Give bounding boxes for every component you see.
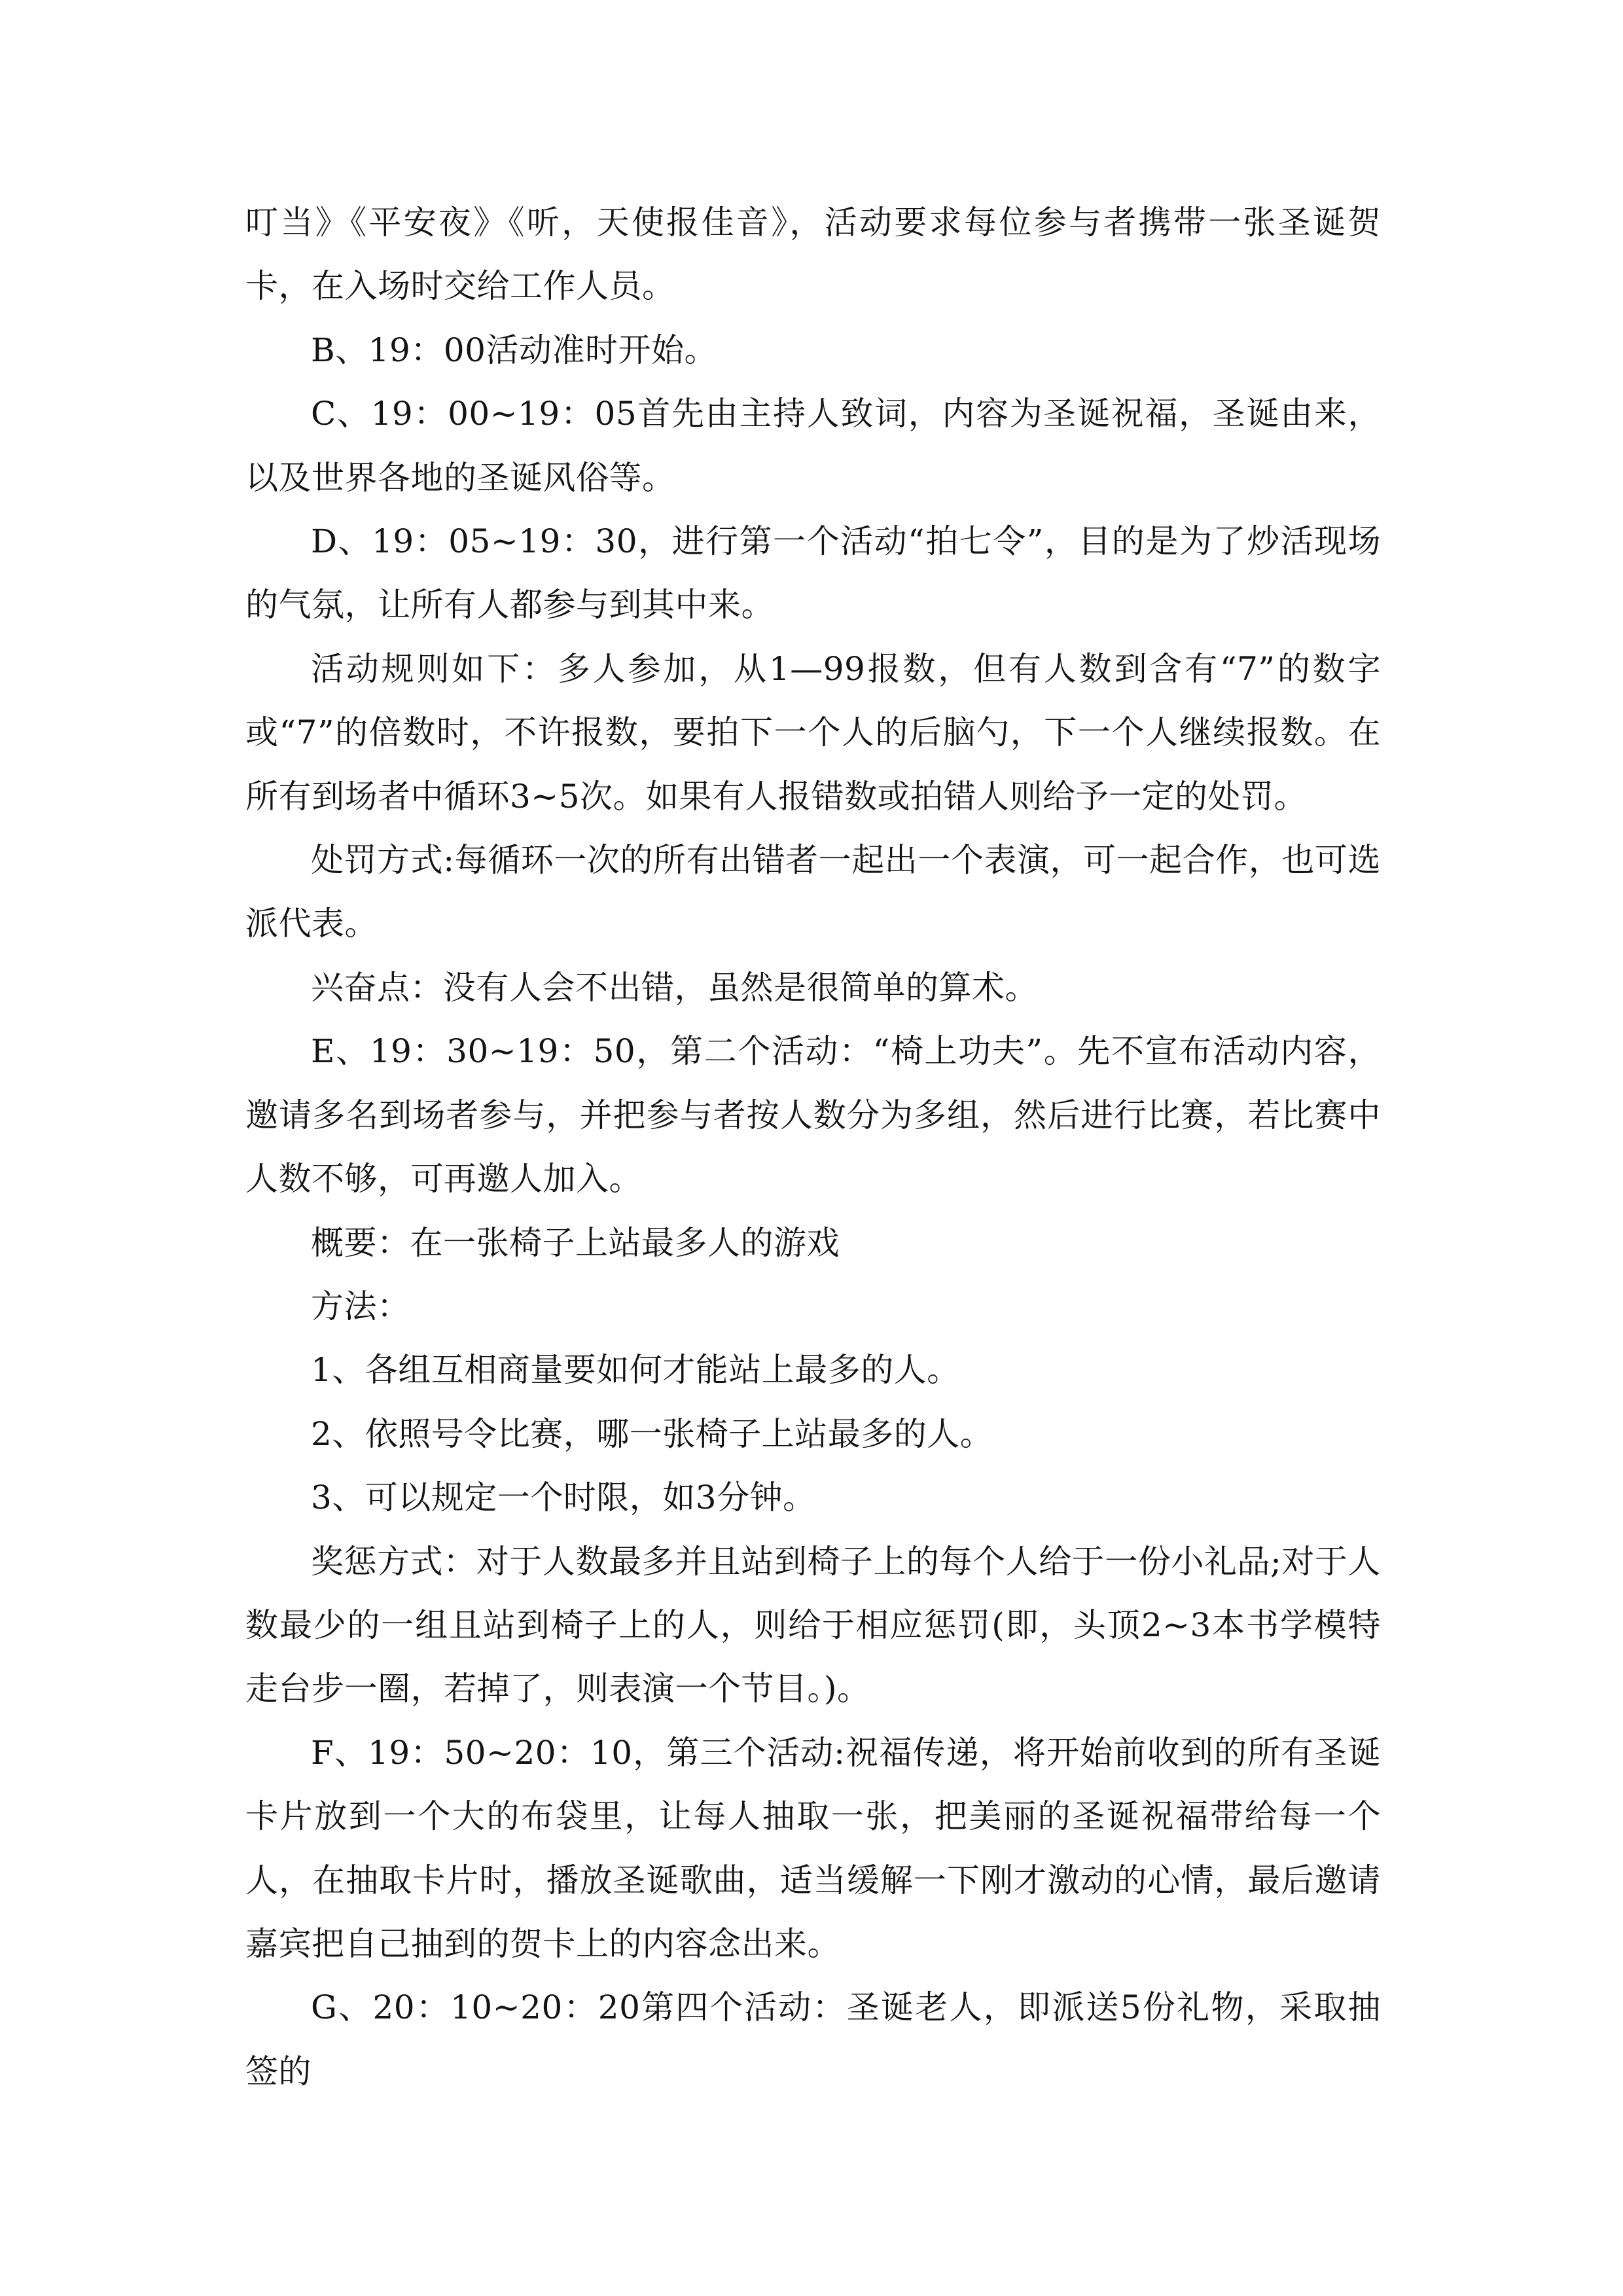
paragraph: G、20：10~20：20第四个活动：圣诞老人，即派送5份礼物，采取抽签的 bbox=[245, 1988, 1381, 2090]
document-body bbox=[245, 191, 1381, 2104]
list-item: 3、可以规定一个时限，如3分钟。 bbox=[311, 1479, 816, 1517]
paragraph: 处罚方式:每循环一次的所有出错者一起出一个表演，可一起合作，也可选派代表。 bbox=[245, 841, 1381, 943]
list-item: 2、依照号令比赛，哪一张椅子上站最多的人。 bbox=[311, 1414, 993, 1453]
paragraph: 概要：在一张椅子上站最多人的游戏 bbox=[311, 1223, 840, 1262]
paragraph: B、19：00活动准时开始。 bbox=[311, 331, 717, 369]
paragraph: 兴奋点：没有人会不出错，虽然是很简单的算术。 bbox=[311, 968, 1038, 1007]
list-item: 1、各组互相商量要如何才能站上最多的人。 bbox=[311, 1351, 960, 1390]
paragraph: C、19：00~19：05首先由主持人致词，内容为圣诞祝福，圣诞由来，以及世界各地的圣诞风俗等。 bbox=[245, 395, 1381, 497]
paragraph: 奖惩方式：对于人数最多并且站到椅子上的每个人给于一份小礼品;对于人数最少的一组且站到椅子上的人，则给于相应惩罚(即，头顶2~3本书学模特走台步一圈，若掉了，则表演一个节目。)。 bbox=[245, 1542, 1381, 1708]
paragraph: D、19：05~19：30，进行第一个活动“拍七令”，目的是为了炒活现场的气氛，让所有人都参与到其中来。 bbox=[245, 522, 1381, 624]
paragraph: 叮当》《平安夜》《听，天使报佳音》，活动要求每位参与者携带一张圣诞贺卡，在入场时交给工作人员。 bbox=[245, 204, 1381, 306]
paragraph: 活动规则如下：多人参加，从1—99报数，但有人数到含有“7”的数字或“7”的倍数时，不许报数，要拍下一个人的后脑勺，下一个人继续报数。在所有到场者中循环3~5次。如果有人报错数或拍错人则给予一定的处罚。 bbox=[245, 649, 1381, 816]
paragraph: E、19：30~19：50，第二个活动：“椅上功夫”。先不宣布活动内容，邀请多名到场者参与，并把参与者按人数分为多组，然后进行比赛，若比赛中人数不够，可再邀人加入。 bbox=[245, 1032, 1381, 1198]
paragraph: F、19：50~20：10，第三个活动:祝福传递，将开始前收到的所有圣诞卡片放到一个大的布袋里，让每人抽取一张，把美丽的圣诞祝福带给每一个人，在抽取卡片时，播放圣诞歌曲，适当缓解一下刚才激动的心情，最后邀请嘉宾把自己抽到的贺卡上的内容念出来。 bbox=[245, 1733, 1381, 1963]
paragraph: 方法： bbox=[311, 1287, 410, 1325]
